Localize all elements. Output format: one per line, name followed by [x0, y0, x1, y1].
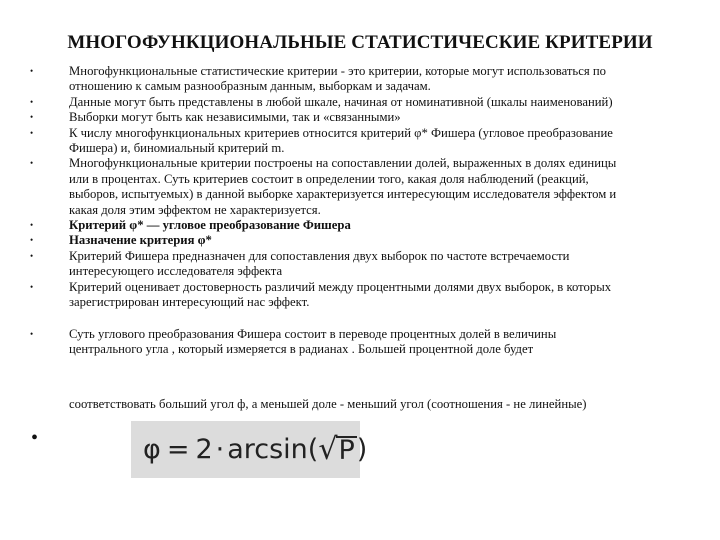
- formula-lhs: φ: [143, 434, 161, 465]
- list-item-heading: [30, 218, 690, 233]
- bullet-icon: •: [30, 66, 34, 76]
- list-item: [30, 327, 690, 358]
- sqrt-icon: √: [318, 432, 338, 467]
- formula-open-paren: (: [307, 434, 319, 465]
- list-item: [30, 280, 690, 311]
- bullet-icon: •: [30, 235, 34, 246]
- list-item-heading: [30, 233, 690, 248]
- bullet-icon: •: [30, 112, 34, 123]
- formula-dot: ·: [215, 434, 225, 465]
- formula-close-paren: ): [356, 434, 368, 465]
- bullet-icon: •: [30, 328, 34, 339]
- bullet-icon: •: [30, 250, 34, 261]
- bullet-icon: •: [31, 427, 39, 449]
- continuation-note: соответствовать больший угол ф, а меньшей доле - меньший угол (соотношения - не линейные): [69, 397, 587, 411]
- list-item: [30, 64, 690, 95]
- formula-function: arcsin: [227, 434, 308, 465]
- item-text: Выборки могут быть как независимыми, так и «связанными»: [69, 110, 401, 125]
- item-text: К числу многофункциональных критериев относится критерий φ* Фишера (угловое преобразование Фишера) и, биномиальный критерий m.: [69, 125, 613, 156]
- list-item: [30, 156, 690, 218]
- item-text: Суть углового преобразования Фишера состоит в переводе процентных долей в величины центрального угла , который измеряется в радианах . Большей процентной доле будет: [69, 326, 557, 356]
- bullet-icon: •: [30, 220, 34, 231]
- list-item: [30, 95, 690, 110]
- item-text: Многофункциональные статистические критерии - это критерии, которые могут использоваться по отношению к самым разнообразным данным, выборкам и задачам.: [69, 64, 606, 94]
- item-text: Критерий φ* — угловое преобразование Фишера: [69, 218, 351, 233]
- slide-title: МНОГОФУНКЦИОНАЛЬНЫЕ СТАТИСТИЧЕСКИЕ КРИТЕРИИ: [67, 32, 653, 53]
- formula-equals: =: [166, 434, 190, 465]
- bullet-icon: •: [30, 96, 34, 107]
- bullet-icon: •: [30, 127, 34, 138]
- formula-coefficient: 2: [195, 434, 213, 465]
- item-text: Данные могут быть представлены в любой шкале, начиная от номинативной (шкалы наименований): [69, 94, 613, 109]
- bullet-list: [30, 64, 690, 357]
- formula-image: [131, 421, 368, 478]
- formula-variable: P: [338, 434, 355, 466]
- item-text: Многофункциональные критерии построены на сопоставлении долей, выраженных в долях единицы или в процентах. Суть критериев состоит в определении того, какая доля наблюдений (реакций, выборов, испытуемых) в данной выборке характеризуется интересующим исследователя эффектом и какая доля этим эффектом не характеризуется.: [69, 156, 617, 217]
- item-text: Критерий оценивает достоверность различий между процентными долями двух выборок, в которых зарегистрирован интересующий нас эффект.: [69, 279, 612, 310]
- list-item: [30, 126, 690, 157]
- bullet-icon: •: [30, 158, 34, 169]
- item-text: Назначение критерия φ*: [69, 233, 212, 248]
- list-item: [30, 110, 690, 125]
- list-item: [30, 249, 690, 280]
- bullet-icon: •: [30, 281, 34, 292]
- item-text: Критерий Фишера предназначен для сопоставления двух выборок по частоте встречаемости интересующего исследователя эффекта: [69, 248, 570, 279]
